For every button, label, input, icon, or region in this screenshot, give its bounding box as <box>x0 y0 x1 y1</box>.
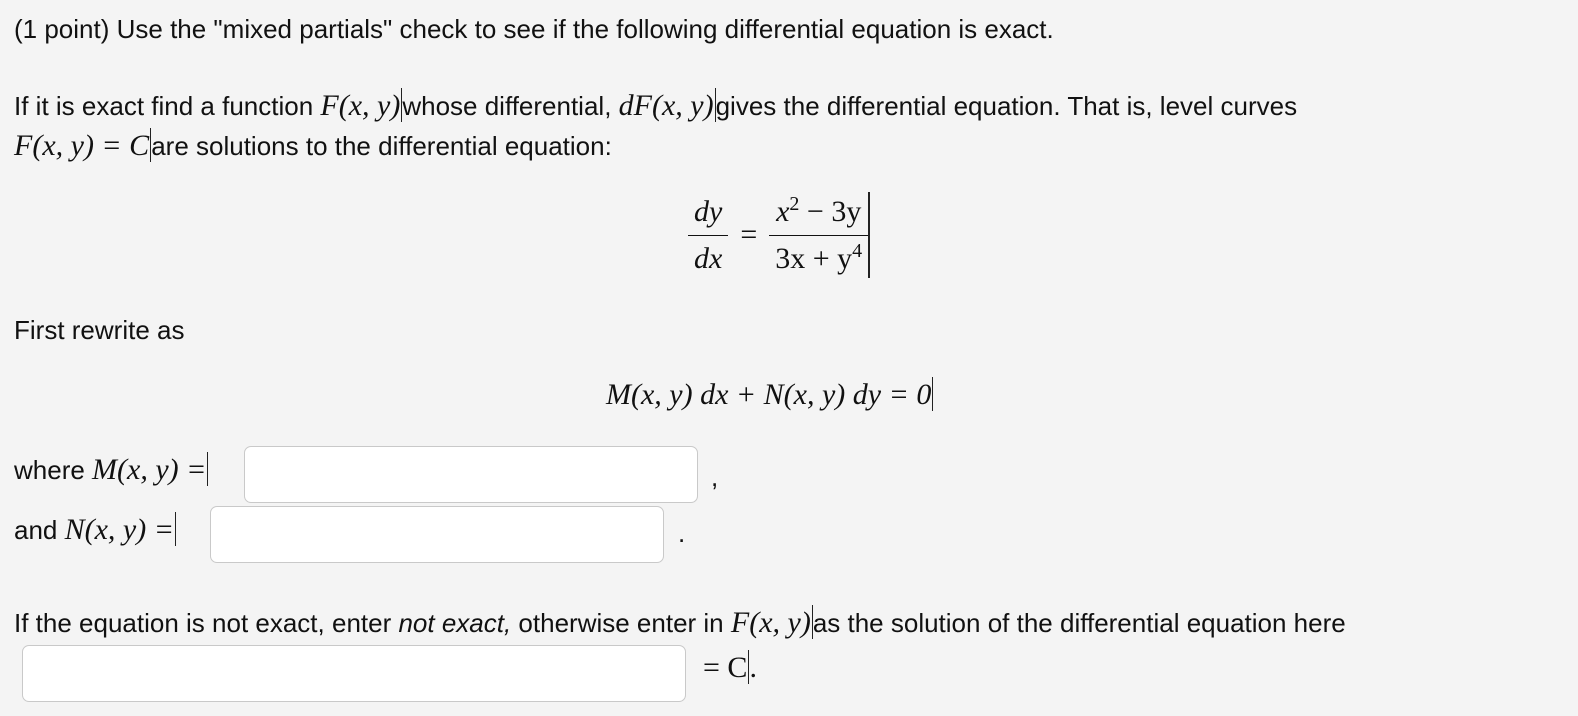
math-level-curve: F(x, y) = C <box>14 129 150 162</box>
rhs-numerator: $x^2 - 3y$ <box>776 192 862 228</box>
math-F-xy-final: F(x, y) <box>730 606 811 639</box>
math-N-xy: N(x, y) = <box>64 513 174 546</box>
rhs-fraction <box>769 192 868 276</box>
solution-input[interactable] <box>22 645 686 702</box>
instructions-text-1: If it is exact find a function <box>14 91 321 121</box>
final-instruction: If the equation is not exact, enter not exact, otherwise enter in F(x, y)as the solution of the differential equation here <box>14 606 1346 639</box>
instructions-text-2: whose differential, <box>402 91 619 121</box>
math-dF-xy: dF(x, y) <box>618 89 714 122</box>
n-row-label: and N(x, y) = <box>14 513 174 546</box>
math-F-xy: F(x, y) <box>320 89 401 122</box>
math-cursor <box>207 452 208 486</box>
m-row-comma: , <box>711 462 719 492</box>
lhs-denominator: dx <box>688 235 728 276</box>
n-xy-input[interactable] <box>210 506 664 563</box>
solution-suffix: = C. <box>703 651 757 684</box>
equals-sign: = <box>740 218 758 251</box>
not-exact-text: not exact, <box>398 608 512 638</box>
instructions-line-1 <box>14 88 1297 123</box>
rewrite-equation: M(x, y) dx + N(x, y) dy = 0 <box>606 378 932 411</box>
instructions-text-3: gives the differential equation. That is, level curves <box>715 91 1298 121</box>
m-row-label: where M(x, y) = <box>14 453 207 486</box>
rewrite-label: First rewrite as <box>14 315 185 345</box>
m-xy-input[interactable] <box>244 446 698 503</box>
lhs-numerator: dy <box>694 194 723 228</box>
differential-equation <box>688 192 870 278</box>
instructions-line-2 <box>14 128 612 163</box>
problem-intro: (1 point) Use the "mixed partials" check to see if the following differential equation is exact. <box>14 14 1054 44</box>
rhs-denominator: $3x + y^4$ <box>769 235 868 276</box>
equation-cursor <box>868 192 870 278</box>
instructions-text-4: are solutions to the differential equation: <box>151 131 612 161</box>
n-row-period: . <box>678 518 686 548</box>
math-M-xy: M(x, y) = <box>92 453 207 486</box>
math-cursor <box>175 512 176 546</box>
math-cursor <box>932 377 933 411</box>
lhs-fraction <box>688 195 728 276</box>
